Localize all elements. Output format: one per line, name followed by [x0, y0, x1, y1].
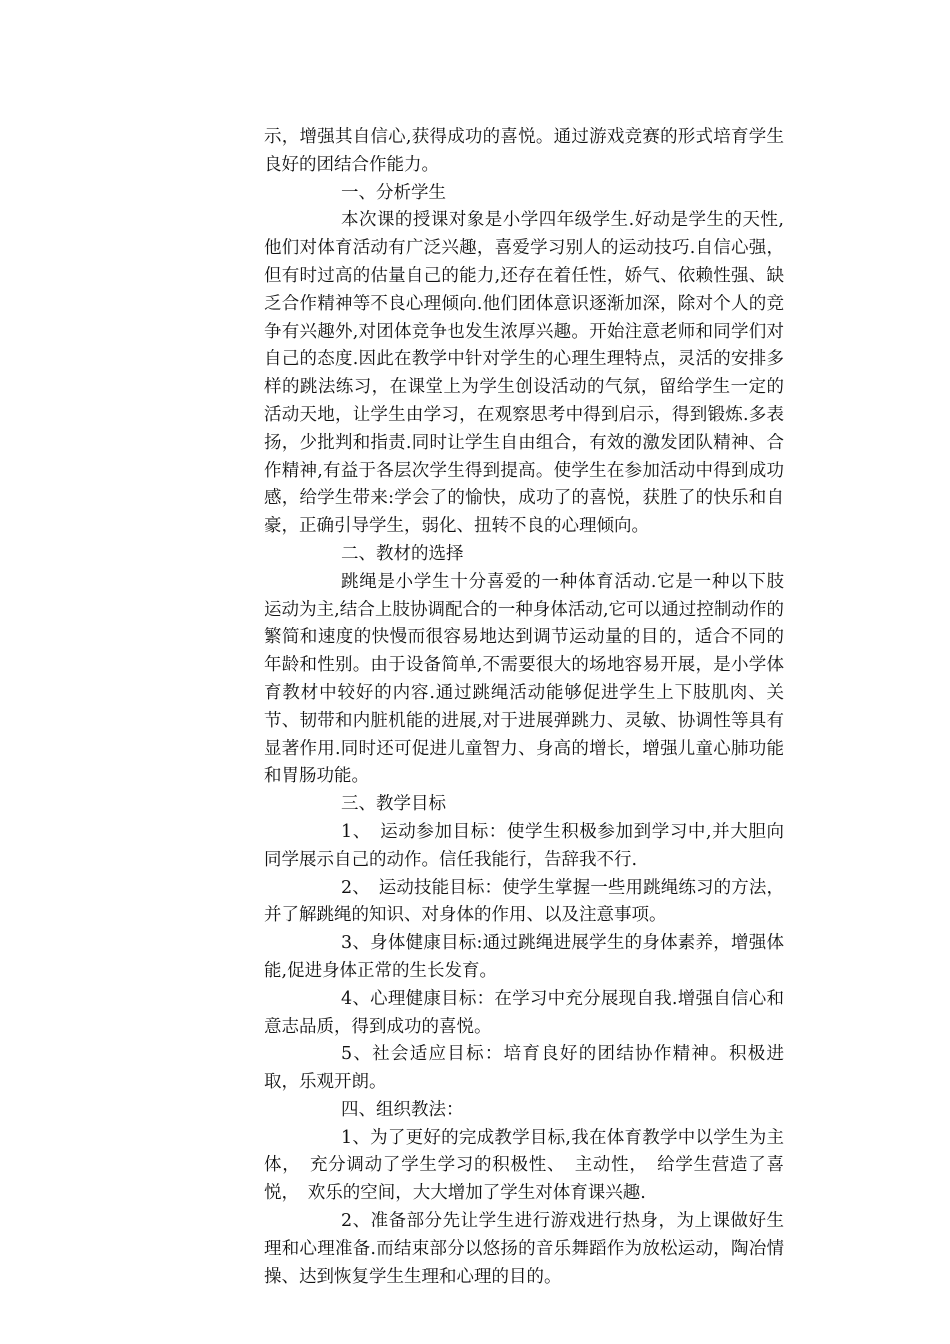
goal-item-skills: 2、 运动技能目标：使学生掌握一些用跳绳练习的方法，并了解跳绳的知识、对身体的作用、以及注意事项。 — [264, 877, 784, 926]
section-heading-teaching-methods: 四、组织教法： — [341, 1099, 464, 1120]
goal-item-physical-health: 3、身体健康目标:通过跳绳进展学生的身体素养，增强体能,促进身体正常的生长发育。 — [264, 933, 784, 981]
paragraph-continued: 示，增强其自信心,获得成功的喜悦。通过游戏竞赛的形式培育学生良好的团结合作能力。 — [264, 127, 784, 175]
method-item-1: 1、为了更好的完成教学目标,我在体育教学中以学生为主体， 充分调动了学生学习的积极性、 主动性， 给学生营造了喜悦， 欢乐的空间，大大增加了学生对体育课兴趣. — [264, 1127, 784, 1204]
paragraph-student-analysis: 本次课的授课对象是小学四年级学生.好动是学生的天性,他们对体育活动有广泛兴趣，喜爱学习别人的运动技巧.自信心强，但有时过高的估量自己的能力,还存在着任性，娇气、依赖性强、缺乏合作精神等不良心理倾向.他们团体意识逐渐加深，除对个人的竞争有兴趣外,对团体竞争也发生浓厚兴趣。开始注意老师和同学们对自己的态度.因此在教学中针对学生的心理生理特点，灵活的安排多样的跳法练习，在课堂上为学生创设活动的气氛，留给学生一定的活动天地，让学生由学习，在观察思考中得到启示，得到锻炼.多表扬，少批判和指责.同时让学生自由组合，有效的激发团队精神、合作精神,有益于各层次学生得到提高。使学生在参加活动中得到成功感，给学生带来:学会了的愉快，成功了的喜悦，获胜了的快乐和自豪，正确引导学生，弱化、扭转不良的心理倾向。 — [264, 210, 784, 537]
goal-item-social-adaptation: 5、社会适应目标：培育良好的团结协作精神。积极进取，乐观开朗。 — [264, 1044, 784, 1093]
method-item-2: 2、准备部分先让学生进行游戏进行热身，为上课做好生理和心理准备.而结束部分以悠扬的音乐舞蹈作为放松运动，陶冶情操、达到恢复学生生理和心理的目的。 — [264, 1211, 784, 1287]
paragraph-material-selection: 跳绳是小学生十分喜爱的一种体育活动.它是一种以下肢运动为主,结合上肢协调配合的一种身体活动,它可以通过控制动作的繁简和速度的快慢而很容易地达到调节运动量的目的，适合不同的年龄和性别。由于设备简单,不需要很大的场地容易开展，是小学体育教材中较好的内容.通过跳绳活动能够促进学生上下肢肌肉、关节、韧带和内脏机能的进展,对于进展弹跳力、灵敏、协调性等具有显著作用.同时还可促进儿童智力、身高的增长，增强儿童心肺功能和胃肠功能。 — [264, 571, 784, 787]
document-body — [264, 124, 784, 1291]
section-heading-analyze-students: 一、分析学生 — [341, 182, 446, 203]
section-heading-material-selection: 二、教材的选择 — [341, 543, 464, 564]
section-heading-teaching-goals: 三、教学目标 — [341, 794, 446, 815]
goal-item-mental-health: 4、心理健康目标：在学习中充分展现自我.增强自信心和意志品质，得到成功的喜悦。 — [264, 988, 784, 1037]
goal-item-participation: 1、 运动参加目标：使学生积极参加到学习中,并大胆向同学展示自己的动作。信任我能行，告辞我不行. — [264, 821, 784, 870]
